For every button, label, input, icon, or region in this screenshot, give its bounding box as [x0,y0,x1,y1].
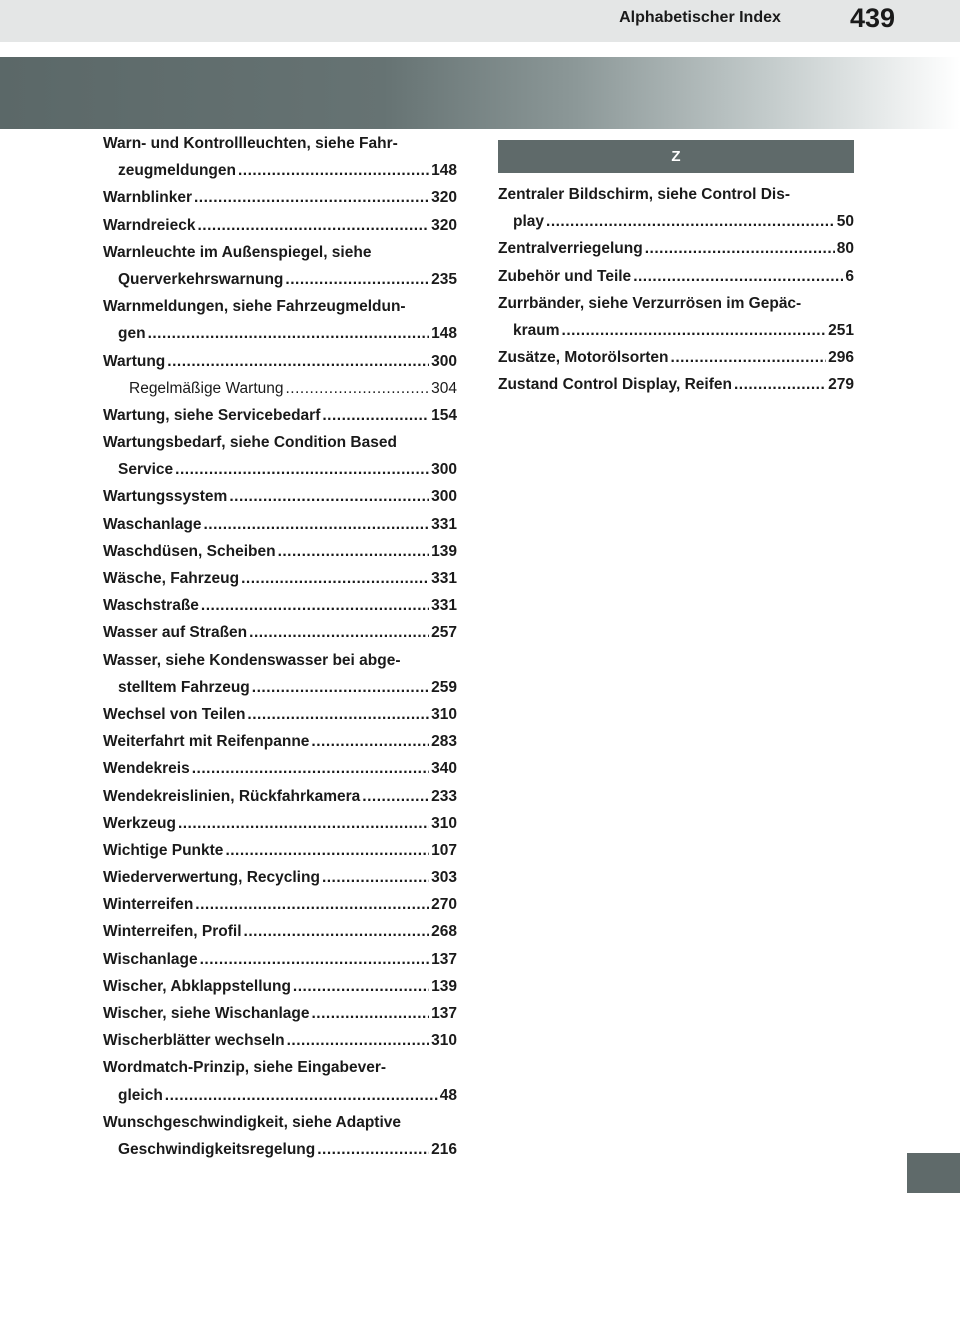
index-entry [103,266,457,293]
index-entry-label: Werkzeug [103,814,176,832]
dot-leader [317,1136,429,1163]
section-title: Alphabetischer Index [619,9,781,26]
index-entry [103,212,457,239]
index-entry-label: Zubehör und Teile [498,267,632,285]
index-entry [103,619,457,646]
index-entry [103,538,457,565]
index-entry [103,1136,457,1163]
dot-leader [200,946,430,973]
dot-leader [734,371,826,398]
dot-leader [238,157,429,184]
index-entry-label: Wechsel von Teilen [103,705,246,723]
dot-leader [322,402,429,429]
index-entry-page: 80 [836,240,854,258]
index-entry [103,511,457,538]
index-entry-label: zeugmeldungen [118,162,236,180]
index-entry-page: 270 [431,896,457,914]
index-entry [498,344,854,371]
index-entry [103,728,457,755]
index-entry-page: 340 [431,760,457,778]
index-entry-page: 137 [431,1005,457,1022]
dot-leader [252,674,429,701]
index-entry-label: Zurrbänder, siehe Verzurrösen im Gepäc- [498,294,802,312]
index-entry-label: Wichtige Punkte [103,841,224,859]
dot-leader [278,538,430,565]
index-entry [498,290,854,317]
index-entry-page: 251 [828,321,854,339]
index-entry-page: 6 [845,267,854,285]
index-entry-page: 303 [431,869,457,887]
dot-leader [285,266,429,293]
index-entry-label: Wunschgeschwindigkeit, siehe Adaptive [103,1113,402,1131]
index-entry [103,375,457,402]
letter-header-z: Z [498,140,854,173]
index-entry-label: Warnblinker [103,189,192,207]
index-entry-label: Wischerblätter wechseln [103,1032,285,1050]
dot-leader [249,619,429,646]
dot-leader [362,783,429,810]
dot-leader [546,208,835,235]
index-entry [103,755,457,782]
index-entry-page: 310 [431,814,457,832]
index-entry-label: Wartungssystem [103,488,228,506]
index-entry [103,320,457,347]
index-entry-label: Querverkehrswarnung [118,270,284,288]
index-entry-label: Wasser, siehe Kondenswasser bei abge- [103,651,401,669]
index-entry-page: 310 [431,705,457,723]
index-entry-page: 216 [431,1140,457,1158]
index-entry-page: 233 [431,787,457,805]
index-entry-page: 137 [431,950,457,968]
dot-leader [148,320,430,347]
index-entry-label: Geschwindigkeitsregelung [118,1140,316,1158]
dot-leader [194,184,429,211]
index-entry-page: 331 [431,570,457,587]
index-entry-page: 331 [431,515,457,533]
dot-leader [204,511,430,538]
index-entry [103,783,457,810]
index-entry [103,891,457,918]
index-entry-label: Waschanlage [103,515,202,533]
index-entry-page: 148 [431,162,457,180]
index-entry [103,429,457,456]
dot-leader [671,344,827,371]
index-entry-label: stelltem Fahrzeug [118,678,250,696]
index-entry [103,973,457,1000]
dot-leader [192,755,429,782]
index-column-left [103,130,457,1163]
index-entry-label: Weiterfahrt mit Reifenpanne [103,733,310,751]
index-entry-label: Wischanlage [103,950,198,968]
index-entry [103,1082,457,1109]
index-entry-label: Zusätze, Motorölsorten [498,349,669,367]
index-entry-label: Wasser auf Straßen [103,624,248,642]
index-entry-page: 320 [431,216,457,234]
dot-leader [633,263,843,290]
index-entry [103,1000,457,1027]
index-entry-page: 48 [439,1086,457,1104]
dot-leader [287,1027,430,1054]
index-entry [103,864,457,891]
index-entry-label: Warndreieck [103,216,196,234]
index-entry-page: 300 [431,352,457,370]
dot-leader [286,375,430,402]
index-entry-label: Warnmeldungen, siehe Fahrzeugmeldun- [103,298,406,316]
index-entry-label: Wäsche, Fahrzeug [103,570,240,587]
index-entry [103,946,457,973]
index-entry-label: Wartung, siehe Servicebedarf [103,406,321,424]
index-entry-label: gen [118,325,146,343]
index-entry-page: 257 [431,624,457,642]
index-entry-page: 304 [431,379,457,397]
index-entry-page: 107 [431,841,457,859]
page-number: 439 [849,3,895,33]
index-entry-label: gleich [118,1086,163,1104]
index-entry-label: Zustand Control Display, Reifen [498,376,732,394]
index-entry-page: 268 [431,923,457,941]
index-entry-page: 296 [828,349,854,367]
index-entry [498,181,854,208]
index-entry-label: Zentralverriegelung [498,240,643,258]
dot-leader [244,918,430,945]
index-entry-label: Wordmatch-Prinzip, siehe Eingabever- [103,1059,387,1077]
index-entry-page: 310 [431,1032,457,1050]
index-entry [103,565,457,592]
dot-leader [175,456,429,483]
index-entry [498,235,854,262]
index-entry [103,810,457,837]
index-entry-label: Wiederverwertung, Recycling [103,869,320,887]
index-entry-page: 154 [431,406,457,424]
index-entry [498,317,854,344]
index-entry [498,263,854,290]
dot-leader [229,483,429,510]
index-entry [103,647,457,674]
index-entry [103,293,457,320]
letter-z-entries [498,181,854,399]
index-entry [498,371,854,398]
dot-leader [645,235,835,262]
index-entry [103,674,457,701]
index-entry-label: kraum [513,321,560,339]
dot-leader [311,728,429,755]
index-entry [498,208,854,235]
dot-leader [167,348,429,375]
index-entry [103,483,457,510]
index-entry-page: 148 [431,325,457,343]
dot-leader [293,973,429,1000]
index-entry-label: Winterreifen [103,896,194,914]
header-bar [0,0,960,42]
index-entry [103,918,457,945]
index-entry-label: play [513,213,545,231]
index-entry [103,1027,457,1054]
index-entry-label: Wendekreis [103,760,190,778]
dot-leader [322,864,429,891]
index-entry-label: Warn- und Kontrollleuchten, siehe Fahr- [103,135,398,152]
dot-leader [178,810,429,837]
dot-leader [562,317,827,344]
index-entry-page: 300 [431,461,457,479]
index-column-right [498,130,854,399]
index-entry [103,184,457,211]
decorative-banner [0,57,960,129]
dot-leader [247,701,429,728]
index-entry [103,157,457,184]
index-entry-page: 139 [431,977,457,995]
index-entry-page: 331 [431,597,457,615]
index-entry-page: 235 [431,270,457,288]
chapter-tab [907,1153,960,1193]
dot-leader [241,565,429,592]
index-entry-label: Wendekreislinien, Rückfahrkamera [103,787,361,805]
index-entry-label: Winterreifen, Profil [103,923,242,941]
index-entry-page: 50 [836,213,854,231]
index-entry-label: Zentraler Bildschirm, siehe Control Dis- [498,186,790,203]
index-entry-page: 139 [431,542,457,560]
index-entry-page: 320 [431,189,457,207]
index-entry-label: Waschdüsen, Scheiben [103,542,276,560]
index-entry-label: Regelmäßige Wartung [129,379,284,397]
index-entry [103,130,457,157]
dot-leader [195,891,429,918]
index-entry-label: Wartung [103,352,166,370]
dot-leader [165,1082,438,1109]
dot-leader [225,837,429,864]
dot-leader [197,212,429,239]
index-entry-label: Service [118,461,174,479]
index-entry [103,239,457,266]
index-entry-page: 300 [431,488,457,506]
index-entry-page: 259 [431,678,457,696]
index-entry [103,456,457,483]
index-entry-label: Wischer, Abklappstellung [103,977,291,995]
index-entry [103,402,457,429]
index-entry-page: 279 [828,376,854,394]
index-entry-label: Warnleuchte im Außenspiegel, siehe [103,243,372,261]
index-entry [103,348,457,375]
index-entry [103,1109,457,1136]
index-entry [103,1054,457,1081]
dot-leader [311,1000,429,1027]
index-entry [103,701,457,728]
index-entry-page: 283 [431,733,457,751]
index-entry-label: Waschstraße [103,597,199,615]
index-entry-label: Wartungsbedarf, siehe Condition Based [103,434,397,452]
index-entry [103,837,457,864]
dot-leader [201,592,429,619]
index-entry-label: Wischer, siehe Wischanlage [103,1005,310,1022]
index-entry [103,592,457,619]
